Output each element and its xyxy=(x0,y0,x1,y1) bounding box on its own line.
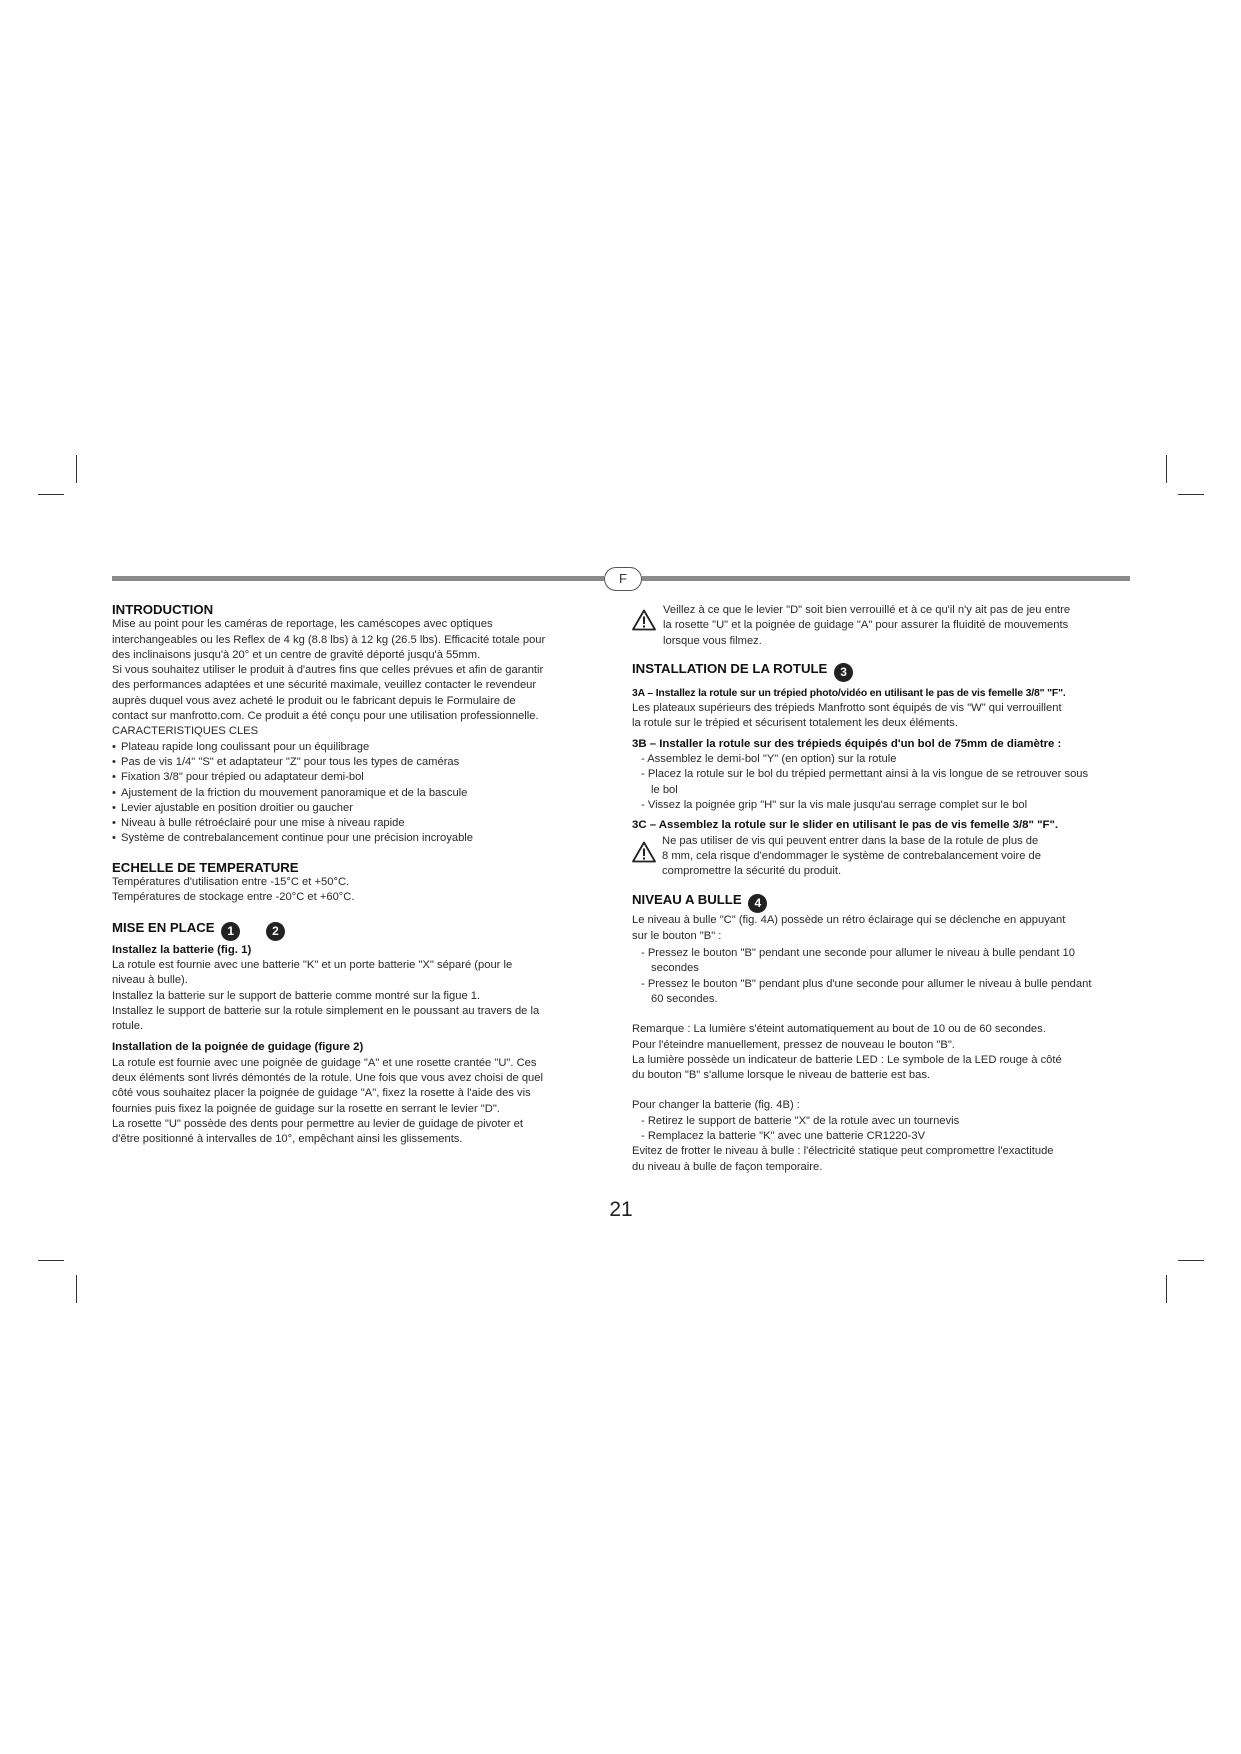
temperature-line: Températures d'utilisation entre -15°C et +50°C. xyxy=(112,876,350,889)
change-battery-title: Pour changer la batterie (fig. 4B) : xyxy=(632,1099,800,1112)
battery-line: niveau à bulle). xyxy=(112,974,188,987)
intro-line: des inclinaisons jusqu'à 20° et un centre de gravité déporté jusqu'à 55mm. xyxy=(112,648,481,661)
feature-item: • Niveau à bulle rétroéclairé pour une mise à niveau rapide xyxy=(112,816,612,831)
grip-line: La rosette "U" possède des dents pour permettre au levier de guidage de pivoter et xyxy=(112,1117,523,1130)
bubble-level-heading xyxy=(632,892,1132,913)
crop-mark-bottom-left-v xyxy=(76,1275,77,1303)
section-3b-item: - Assemblez le demi-bol "Y" (en option) sur la rotule xyxy=(641,753,897,766)
grip-line: d'être positionné à intervalles de 10°, empêchant ainsi les glissements. xyxy=(112,1133,463,1146)
section-3a-line: Les plateaux supérieurs des trépieds Manfrotto sont équipés de vis "W" qui verrouillent xyxy=(632,702,1062,715)
language-badge: F xyxy=(604,567,642,591)
bubble-item: - Pressez le bouton "B" pendant une seconde pour allumer le niveau à bulle pendant 10 secondes xyxy=(641,947,1075,975)
bubble-list xyxy=(632,946,1132,1007)
intro-line: CARACTERISTIQUES CLES xyxy=(112,725,259,738)
intro-line: contact sur manfrotto.com. Ce produit a été conçu pour une utilisation professionnelle. xyxy=(112,710,539,723)
install-heading xyxy=(632,661,1132,682)
crop-mark-top-left-v xyxy=(76,455,77,483)
change-battery-list xyxy=(632,1114,1132,1145)
bubble-line: Le niveau à bulle "C" (fig. 4A) possède un rétro éclairage qui se déclenche en appuyant xyxy=(632,914,1066,927)
intro-line: interchangeables ou les Reflex de 4 kg (8.8 lbs) à 12 kg (26.5 lbs). Efficacité totale pour xyxy=(112,633,546,646)
remark-line: du bouton "B" s'allume lorsque le niveau de batterie est bas. xyxy=(632,1069,931,1082)
remark-line: La lumière possède un indicateur de batterie LED : Le symbole de la LED rouge à côté xyxy=(632,1053,1062,1066)
feature-item: • Fixation 3/8" pour trépied ou adaptateur demi-bol xyxy=(112,770,612,785)
intro-line: Si vous souhaitez utiliser le produit à d'autres fins que celles prévues et afin de garantir xyxy=(112,664,544,677)
warning-line: Ne pas utiliser de vis qui peuvent entrer dans la base de la rotule de plus de xyxy=(662,834,1039,847)
section-3b-item: - Placez la rotule sur le bol du trépied permettant ainsi à la vis longue de se retrouver sous le bol xyxy=(641,768,1089,796)
features-list xyxy=(112,740,612,847)
step-4-badge: 4 xyxy=(748,894,767,913)
warning-line: lorsque vous filmez. xyxy=(663,634,762,647)
header-rule-left xyxy=(112,576,604,581)
bubble-line: sur le bouton "B" : xyxy=(632,929,722,942)
change-battery-block xyxy=(632,1098,1132,1174)
warning-screw xyxy=(632,834,1132,880)
battery-line: Installez le support de batterie sur la rotule simplement en le poussant au travers de la xyxy=(112,1004,540,1017)
section-3b-list xyxy=(632,752,1132,813)
remark-line: Remarque : La lumière s'éteint automatiquement au bout de 10 ou de 60 secondes. xyxy=(632,1023,1046,1036)
header-rule-right xyxy=(642,576,1130,581)
feature-item: • Système de contrebalancement continue pour une précision incroyable xyxy=(112,831,612,846)
install-heading-text: INSTALLATION DE LA ROTULE xyxy=(632,660,828,676)
intro-line: auprès duquel vous avez acheté le produit ou le fabricant depuis le Formulaire de xyxy=(112,694,516,707)
section-3c-title: 3C – Assemblez la rotule sur le slider en utilisant le pas de vis femelle 3/8" "F". xyxy=(632,819,1059,832)
feature-item: • Plateau rapide long coulissant pour un équilibrage xyxy=(112,740,612,755)
intro-line: des performances adaptées et une sécurité maximale, veuillez contacter le revendeur xyxy=(112,679,537,692)
warning-levier xyxy=(632,603,1132,649)
right-column xyxy=(632,603,1132,1175)
grip-line: fournies puis fixez la poignée de guidage sur la rosette en serrant le levier "D". xyxy=(112,1102,500,1115)
battery-subheading: Installez la batterie (fig. 1) xyxy=(112,943,252,956)
warning-line: Veillez à ce que le levier "D" soit bien verrouillé et à ce qu'il n'y ait pas de jeu entre xyxy=(663,604,1071,616)
step-2-badge: 2 xyxy=(266,922,285,941)
step-1-badge: 1 xyxy=(221,922,240,941)
feature-item: • Pas de vis 1/4" "S" et adaptateur "Z" pour tous les types de caméras xyxy=(112,755,612,770)
section-3b-title: 3B – Installer la rotule sur des trépieds équipés d'un bol de 75mm de diamètre : xyxy=(632,737,1062,750)
grip-subheading: Installation de la poignée de guidage (figure 2) xyxy=(112,1041,364,1054)
intro-heading: INTRODUCTION xyxy=(112,602,214,617)
battery-line: La rotule est fournie avec une batterie "K" et un porte batterie "X" séparé (pour le xyxy=(112,958,513,971)
remark-line: Pour l'éteindre manuellement, pressez de nouveau le bouton "B". xyxy=(632,1038,955,1051)
grip-line: La rotule est fournie avec une poignée de guidage "A" et une rosette crantée "U". Ces xyxy=(112,1056,537,1069)
bubble-level-heading-text: NIVEAU A BULLE xyxy=(632,892,742,908)
crop-mark-bottom-right-v xyxy=(1166,1275,1167,1303)
crop-mark-top-right-v xyxy=(1166,455,1167,483)
battery-line: Installez la batterie sur le support de batterie comme montré sur la figue 1. xyxy=(112,989,481,1002)
crop-mark-top-left-h xyxy=(38,494,64,495)
grip-line: côté vous souhaitez placer la poignée de guidage "A", fixez la rosette à l'aide des vis xyxy=(112,1087,531,1100)
final-line: Evitez de frotter le niveau à bulle : l'électricité statique peut compromettre l'exactitude xyxy=(632,1145,1054,1158)
change-battery-item: - Remplacez la batterie "K" avec une batterie CR1220-3V xyxy=(641,1130,926,1143)
feature-item: • Ajustement de la friction du mouvement panoramique et de la bascule xyxy=(112,786,612,801)
warning-icon xyxy=(632,841,656,863)
section-3a-title: 3A – Installez la rotule sur un trépied photo/vidéo en utilisant le pas de vis femelle 3/8" "F". xyxy=(632,687,1066,699)
intro-text xyxy=(112,617,612,739)
crop-mark-bottom-right-h xyxy=(1178,1260,1204,1261)
warning-line: la rosette "U" et la poignée de guidage "A" pour assurer la fluidité de mouvements xyxy=(663,619,1069,632)
change-battery-item: - Retirez le support de batterie "X" de la rotule avec un tournevis xyxy=(641,1114,960,1127)
section-3a-line: la rotule sur le trépied et sécurisent totalement les deux éléments. xyxy=(632,717,958,730)
warning-icon xyxy=(632,609,656,631)
crop-mark-bottom-left-h xyxy=(38,1260,64,1261)
step-3-badge: 3 xyxy=(834,663,853,682)
setup-heading xyxy=(112,920,612,941)
page-number: 21 xyxy=(609,1198,633,1221)
battery-line: rotule. xyxy=(112,1020,144,1033)
remark-block xyxy=(632,1022,1132,1083)
section-3b-item: - Vissez la poignée grip "H" sur la vis male jusqu'au serrage complet sur le bol xyxy=(641,798,1028,811)
grip-line: deux éléments sont livrés démontés de la rotule. Une fois que vous avez choisi de quel xyxy=(112,1072,543,1085)
warning-line: 8 mm, cela risque d'endommager le système de contrebalancement voire de xyxy=(662,849,1041,862)
feature-item: • Levier ajustable en position droitier ou gaucher xyxy=(112,801,612,816)
bubble-item: - Pressez le bouton "B" pendant plus d'une seconde pour allumer le niveau à bulle pendant 60 secondes. xyxy=(641,977,1092,1005)
intro-line: Mise au point pour les caméras de reportage, les caméscopes avec optiques xyxy=(112,618,493,631)
temperature-line: Températures de stockage entre -20°C et +60°C. xyxy=(112,891,355,904)
crop-mark-top-right-h xyxy=(1178,494,1204,495)
warning-line: compromettre la sécurité du produit. xyxy=(662,865,842,878)
final-line: du niveau à bulle de façon temporaire. xyxy=(632,1160,823,1173)
left-column xyxy=(112,602,612,1148)
setup-heading-text: MISE EN PLACE xyxy=(112,919,215,935)
temperature-heading: ECHELLE DE TEMPERATURE xyxy=(112,859,299,875)
